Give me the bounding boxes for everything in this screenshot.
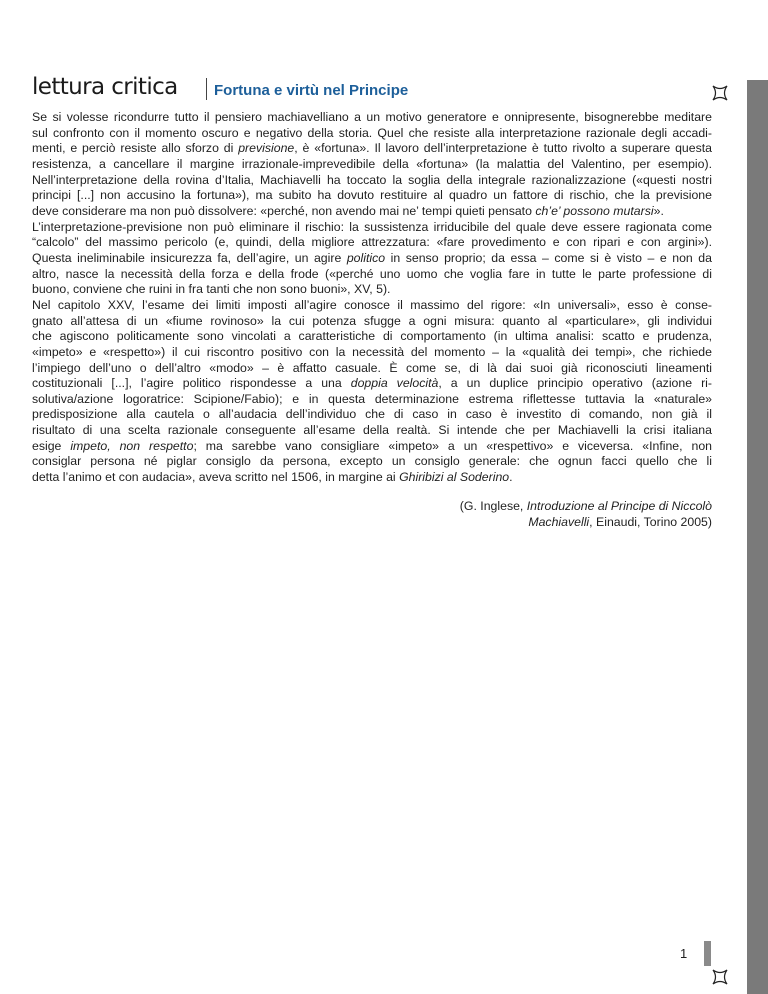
text-segment: ». bbox=[653, 203, 664, 218]
text-line bbox=[32, 204, 712, 220]
section-header bbox=[32, 74, 732, 104]
text-line bbox=[32, 126, 712, 142]
text-segment: costituzionali [...], l’agire politico rispondesse a una bbox=[32, 376, 351, 391]
text-segment: Nel capitolo XXV, l’esame dei limiti imposti all’agire conosce il massimo del rigore: «In universali», esso è conse- bbox=[32, 297, 712, 312]
text-segment: consiglar persona né piglar consiglo da persona, excepto un consiglo generale: che ognun facci quello che li bbox=[32, 454, 712, 469]
body-text bbox=[32, 110, 712, 486]
text-segment: “calcolo” del massimo pericolo (e, quindi, della migliore attrezzatura: «fare provedimento e con ripari e con argini»). bbox=[32, 235, 712, 250]
text-segment: resistenza, a cancellare il margine irrazionale-imprevedibile della «fortuna» (la malattia del Valentino, per esempio). bbox=[32, 156, 712, 171]
header-divider bbox=[206, 78, 207, 100]
paragraph-1 bbox=[32, 110, 712, 220]
text-line bbox=[32, 188, 712, 204]
text-line bbox=[32, 439, 712, 455]
text-line bbox=[32, 251, 712, 267]
italic-text: politico bbox=[346, 250, 386, 265]
paragraph-2 bbox=[32, 220, 712, 298]
text-line bbox=[32, 329, 712, 345]
page-number: 1 bbox=[680, 946, 688, 961]
text-line bbox=[32, 314, 712, 330]
text-line bbox=[32, 298, 712, 314]
text-line bbox=[32, 220, 712, 236]
text-segment: buono, conviene che ruini in fra tanti che non sono buoni», XV, 5). bbox=[32, 282, 391, 297]
text-line bbox=[32, 423, 712, 439]
text-segment: L’interpretazione-previsione non può eliminare il rischio: la sussistenza irriducibile del quale deve essere ragionata come bbox=[32, 219, 712, 234]
text-line bbox=[32, 392, 712, 408]
registration-mark-icon bbox=[711, 968, 729, 986]
text-segment: risultato di una scelta razionale conseguente all’esame della realtà. Si intende che per Machiavelli la crisi italiana bbox=[32, 423, 712, 438]
text-segment: detta l’animo et con audacia», aveva scritto nel 1506, in margine ai bbox=[32, 470, 400, 485]
text-segment: Se si volesse ricondurre tutto il pensiero machiavelliano a un motivo generatore e onnipresente, bisognerebbe meditare bbox=[32, 110, 712, 124]
text-line bbox=[32, 157, 712, 173]
text-line bbox=[32, 282, 712, 298]
paragraph-3 bbox=[32, 298, 712, 486]
text-line bbox=[32, 407, 712, 423]
italic-text: ch’e’ possono mutarsi bbox=[535, 203, 654, 218]
text-line bbox=[32, 235, 712, 251]
citation-line-1: (G. Inglese, Introduzione al Principe di Niccolò bbox=[459, 499, 712, 513]
text-segment: solutiva/azione logoratrice: Scipione/Fabio); e in questa determinazione estrema riflettesse tuttavia la «naturale» bbox=[32, 391, 712, 406]
text-line bbox=[32, 267, 712, 283]
text-line bbox=[32, 470, 712, 486]
text-segment: gnato all’attesa di un «fiume rovinoso» la cui potenza sfugge a ogni misura: quanto al «particulare», gli individui bbox=[32, 313, 712, 328]
text-segment: predisposizione alla cautela o all’audacia dell’individuo che di caso in caso è investito di comando, non già il bbox=[32, 407, 712, 422]
text-segment: che agiscono politicamente sono vincolati a caratteristiche di comportamento (in ultima analisi: scatto e prudenza, bbox=[32, 329, 712, 344]
text-segment: . bbox=[509, 470, 513, 485]
italic-text: Ghiribizi al Soderino bbox=[399, 470, 510, 485]
text-segment: sul confronto con il momento oscuro e negativo della storia. Quel che resiste alla interpretazione razionale degli accadi- bbox=[32, 125, 712, 140]
text-line bbox=[32, 110, 712, 126]
text-line bbox=[32, 454, 712, 470]
side-bar bbox=[747, 80, 768, 994]
text-segment: deve considerare ma non può dissolvere: «perché, non avendo mai ne’ tempi quieti pensato bbox=[32, 203, 536, 218]
text-segment: ; ma sarebbe vano consigliare «impeto» a un «respettivo» e viceversa. «Infine, non bbox=[193, 438, 713, 453]
text-line bbox=[32, 361, 712, 377]
text-segment: l’impiego dell’uno o dell’altro «modo» – è affatto casuale. È come se, di là dai suoi già riconosciuti lineamenti bbox=[32, 360, 712, 375]
text-line bbox=[32, 141, 712, 157]
italic-text: impeto, non respetto bbox=[70, 438, 194, 453]
citation-line-2: Machiavelli, Einaudi, Torino 2005) bbox=[528, 515, 712, 529]
text-segment: altro, nasce la necessità della forza e della frode («perché uno uomo che voglia fare in tutte le parte professione di bbox=[32, 266, 712, 281]
text-segment: Nell’interpretazione della rovina d’Italia, Machiavelli ha toccato la soglia della integrale razionalizzazione («questi nostri bbox=[32, 172, 712, 187]
italic-text: doppia velocità bbox=[350, 376, 439, 391]
text-line bbox=[32, 345, 712, 361]
text-segment: , a un duplice principio operativo (azione ri- bbox=[438, 376, 712, 391]
text-segment: menti, e perciò resiste allo sforzo di bbox=[32, 141, 239, 156]
text-segment: , è «fortuna». Il lavoro dell’interpretazione è tutto rivolto a superare questa bbox=[294, 141, 712, 156]
section-kicker: lettura critica bbox=[32, 74, 178, 100]
text-line bbox=[32, 173, 712, 189]
text-segment: «impeto» e «respetto») il cui riscontro positivo con la necessità del momento – la «qualità dei tempi», che richiede bbox=[32, 344, 712, 359]
page-number-marker bbox=[704, 941, 711, 966]
text-segment: principi [...] non accusino la fortuna»), ma subito ha dovuto restituire al quadro un fattore di rischio, che la previsione bbox=[32, 188, 712, 203]
text-segment: in senso proprio; da essa – come si è visto – e non da bbox=[385, 250, 712, 265]
citation bbox=[312, 498, 712, 530]
text-segment: Questa ineliminabile insicurezza fa, dell’agire, un agire bbox=[32, 250, 347, 265]
section-title: Fortuna e virtù nel Principe bbox=[214, 82, 409, 99]
italic-text: previsione bbox=[238, 141, 295, 156]
text-line bbox=[32, 376, 712, 392]
text-segment: esige bbox=[32, 438, 71, 453]
